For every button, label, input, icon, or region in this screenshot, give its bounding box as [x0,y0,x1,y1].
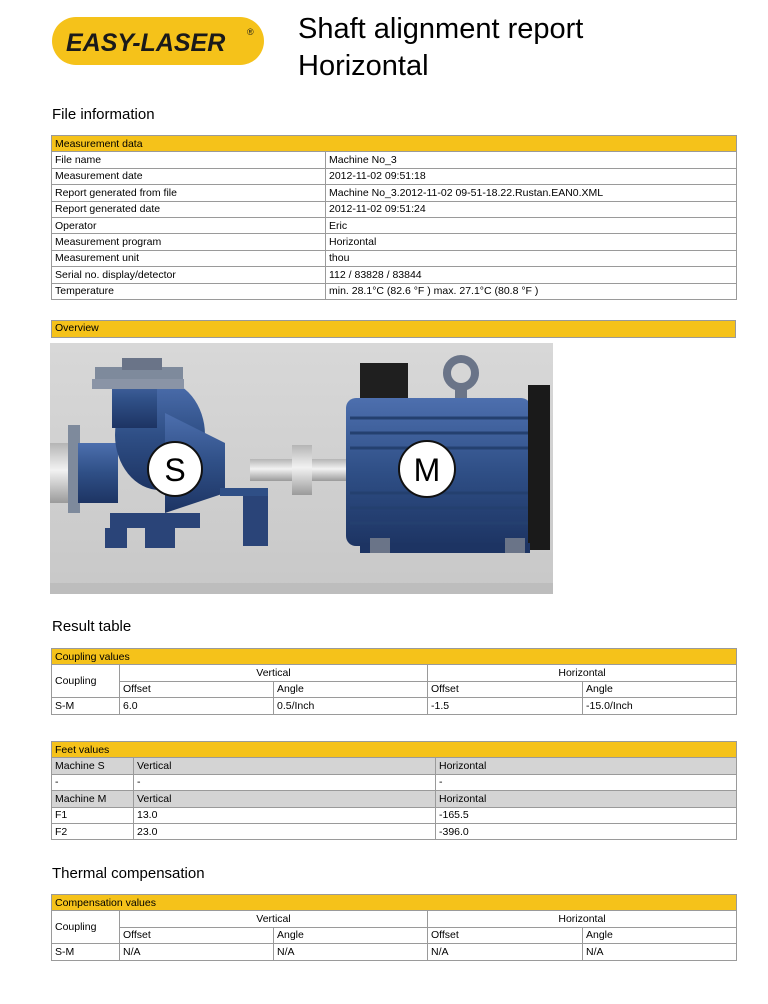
table-row [52,185,737,201]
vertical-offset: 6.0 [120,698,274,714]
table-row [52,234,737,250]
coupling-values-title: Coupling values [52,649,737,665]
table-row [52,774,737,790]
foot-vertical: 23.0 [134,823,436,839]
horizontal-header: Horizontal [428,911,737,927]
machine-m-label: M [413,452,441,488]
angle-header: Angle [274,681,428,697]
horizontal-header: Horizontal [428,665,737,681]
compensation-values-title: Compensation values [52,895,737,911]
report-title-line1: Shaft alignment report [298,13,584,45]
offset-header: Offset [428,927,583,943]
coupling-values-table [51,648,737,715]
coupling [292,445,312,495]
horizontal-header: Horizontal [436,758,737,774]
table-row [52,267,737,283]
table-row [52,807,737,823]
table-row [52,823,737,839]
row-value: Horizontal [326,234,737,250]
svg-text:®: ® [247,27,254,37]
vertical-angle: 0.5/Inch [274,698,428,714]
horizontal-angle: N/A [583,944,737,960]
row-value: 112 / 83828 / 83844 [326,267,737,283]
angle-header: Angle [274,927,428,943]
row-label: Measurement unit [52,250,326,266]
coupling-name: S-M [52,944,120,960]
table-row [52,168,737,184]
foot-name: F1 [52,807,134,823]
horizontal-angle: -15.0/Inch [583,698,737,714]
angle-header: Angle [583,681,737,697]
machine-s-header: Machine S [52,758,134,774]
table-row [52,283,737,299]
measurement-data-title: Measurement data [52,136,737,152]
foot-horizontal: -396.0 [436,823,737,839]
overview-title: Overview [51,320,736,338]
offset-header: Offset [120,681,274,697]
table-row [52,944,737,960]
row-value: 2012-11-02 09:51:18 [326,168,737,184]
report-title [298,11,583,85]
machine-s-label: S [164,452,186,488]
row-label: Measurement date [52,168,326,184]
row-label: Report generated from file [52,185,326,201]
angle-header: Angle [583,927,737,943]
row-value: thou [326,250,737,266]
vertical-offset: N/A [120,944,274,960]
horizontal-offset: -1.5 [428,698,583,714]
row-label: Report generated date [52,201,326,217]
logo-text: EASY-LASER [66,29,226,57]
report-title-line2: Horizontal [298,50,429,82]
foot-horizontal: -165.5 [436,807,737,823]
vertical-angle: N/A [274,944,428,960]
machine-overview-image [50,343,553,594]
table-row [52,217,737,233]
foot-vertical: 13.0 [134,807,436,823]
vertical-header: Vertical [134,791,436,807]
foot-horizontal: - [436,774,737,790]
feet-values-title: Feet values [52,742,737,758]
row-value: Machine No_3 [326,152,737,168]
row-value: min. 28.1°C (82.6 °F ) max. 27.1°C (80.8 °F ) [326,283,737,299]
coupling-name: S-M [52,698,120,714]
file-info-heading: File information [52,106,155,123]
row-label: File name [52,152,326,168]
thermal-compensation-heading: Thermal compensation [52,865,205,882]
vertical-header: Vertical [120,911,428,927]
table-row [52,250,737,266]
feet-values-table [51,741,737,840]
offset-header: Offset [120,927,274,943]
row-value: 2012-11-02 09:51:24 [326,201,737,217]
table-row [52,201,737,217]
easy-laser-logo [51,16,265,66]
row-value: Eric [326,217,737,233]
horizontal-offset: N/A [428,944,583,960]
row-label: Temperature [52,283,326,299]
result-table-heading: Result table [52,618,132,635]
horizontal-header: Horizontal [436,791,737,807]
offset-header: Offset [428,681,583,697]
compensation-values-table [51,894,737,961]
foot-name: - [52,774,134,790]
vertical-header: Vertical [134,758,436,774]
row-value: Machine No_3.2012-11-02 09-51-18.22.Rustan.EAN0.XML [326,185,737,201]
coupling-header: Coupling [52,665,120,698]
coupling-header: Coupling [52,911,120,944]
vertical-header: Vertical [120,665,428,681]
row-label: Measurement program [52,234,326,250]
foot-name: F2 [52,823,134,839]
row-label: Operator [52,217,326,233]
machine-m-header: Machine M [52,791,134,807]
foot-vertical: - [134,774,436,790]
measurement-data-table [51,135,737,300]
row-label: Serial no. display/detector [52,267,326,283]
table-row [52,152,737,168]
table-row [52,698,737,714]
